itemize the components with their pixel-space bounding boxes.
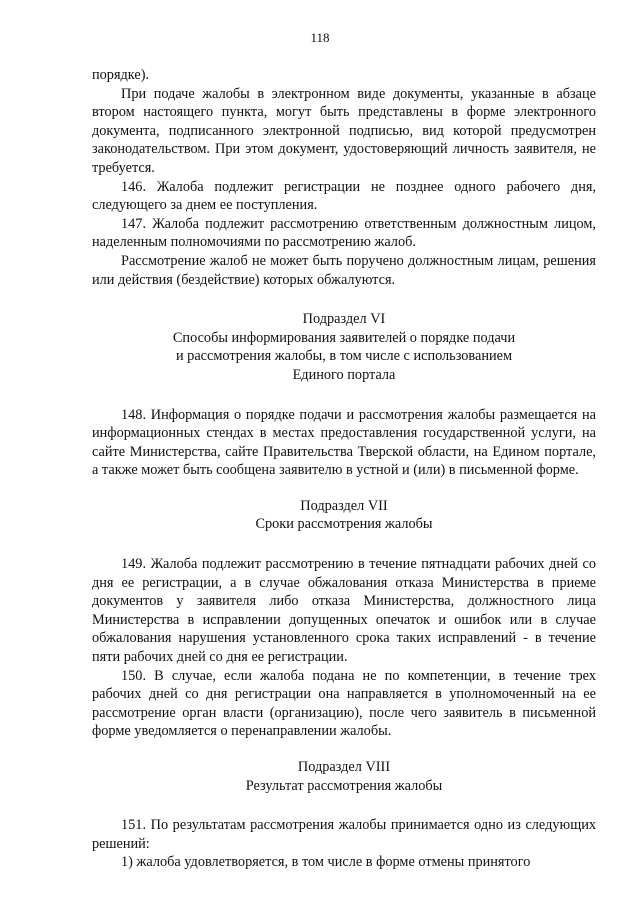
paragraph: 150. В случае, если жалоба подана не по компетенции, в течение трех рабочих дней со дня регистрации она направляется в уполномоченный на ее рассмотрение орган власти (организацию), после чего заявитель в письменной форме уведомляется о перенаправлении жалобы. [92,667,596,740]
spacer [92,795,596,816]
subsection-title-line: Результат рассмотрения жалобы [245,777,443,794]
subsection-number: Подраздел VI [302,311,386,328]
spacer [92,385,596,406]
paragraph: Рассмотрение жалоб не может быть поручено должностным лицам, решения или действия (бездействие) которых обжалуются. [92,252,596,288]
spacer [92,741,596,758]
paragraph: 151. По результатам рассмотрения жалобы принимается одно из следующих решений: [92,817,596,852]
subsection-number: Подраздел VIII [297,759,391,775]
page-number: 118 [310,30,330,45]
section-heading [92,310,596,384]
document-body [92,66,596,872]
paragraph: 148. Информация о порядке подачи и рассмотрения жалобы размещается на информационных стендах в местах предоставления государственной услуги, на сайте Министерства, сайте Правительства Тверской области, на Едином портале, а также может быть сообщена заявителю в устной и (или) в письменной форме. [92,406,596,479]
paragraph: 1) жалоба удовлетворяется, в том числе в форме отмены принятого [121,854,531,871]
paragraph: 147. Жалоба подлежит рассмотрению ответственным должностным лицом, наделенным полномочиями по рассмотрению жалоб. [92,215,596,251]
paragraph: 146. Жалоба подлежит регистрации не позднее одного рабочего дня, следующего за днем ее поступления. [92,178,596,214]
paragraph: порядке). [92,67,150,83]
subsection-title-line: Единого портала [292,366,396,383]
section-heading [92,758,596,795]
subsection-title-line: Способы информирования заявителей о порядке подачи [172,329,516,346]
subsection-number: Подраздел VII [300,497,388,514]
subsection-title-line: и рассмотрения жалобы, в том числе с использованием [175,348,513,365]
spacer [92,289,596,310]
section-heading [92,497,596,534]
subsection-title-line: Сроки рассмотрения жалобы [255,516,433,533]
spacer [92,534,596,555]
spacer [92,480,596,497]
paragraph: При подаче жалобы в электронном виде документы, указанные в абзаце втором настоящего пункта, могут быть представлены в форме электронного документа, подписанного электронной подписью, вид которой предусмотрен законодательством. При этом документ, удостоверяющий личность заявителя, не требуется. [92,85,596,176]
paragraph: 149. Жалоба подлежит рассмотрению в течение пятнадцати рабочих дней со дня ее регистрации, а в случае обжалования отказа Министерства в приеме документов у заявителя либо отказа Министерства, должностного лица Министерства в исправлении допущенных опечаток и ошибок или в случае обжалования нарушения установленного срока таких исправлений - в течение пяти рабочих дней со дня ее регистрации. [92,556,596,666]
